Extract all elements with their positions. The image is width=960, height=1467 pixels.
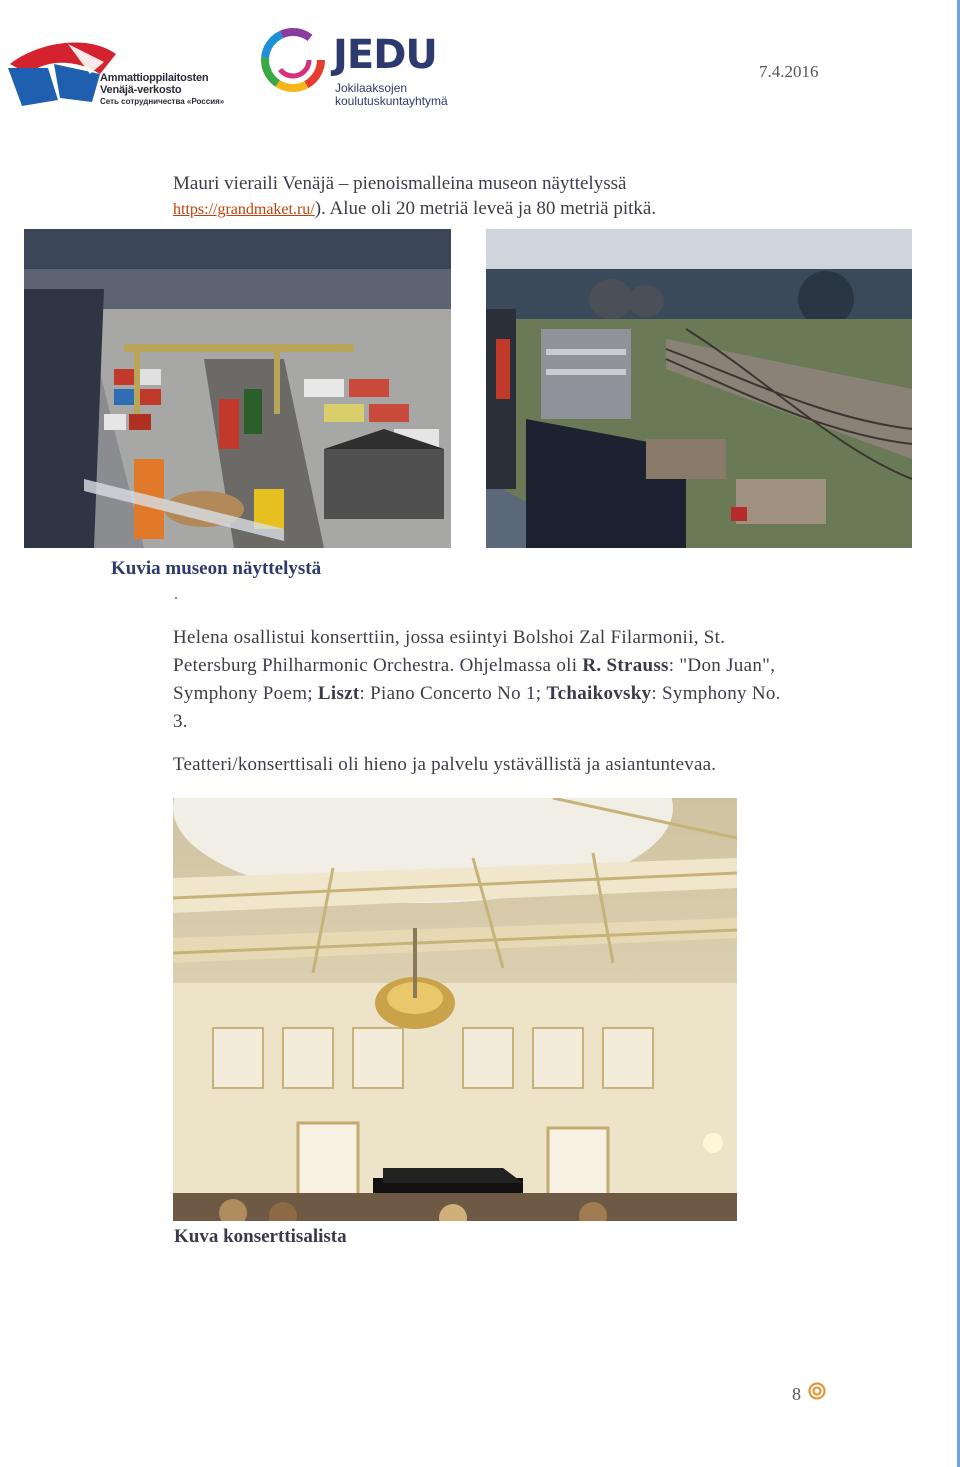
museum-photo-port [24, 229, 451, 548]
museum-photo-railway [486, 229, 912, 548]
intro-line2-text: ). Alue oli 20 metriä leveä ja 80 metriä pitkä. [314, 198, 657, 219]
composer-liszt: Liszt [317, 683, 360, 704]
jedu-subtitle [335, 82, 448, 108]
concert-hall-photo [173, 798, 737, 1221]
teatteri-paragraph: Teatteri/konserttisali oli hieno ja palvelu ystävällistä ja asiantuntevaa. [173, 754, 717, 775]
grandmaket-link[interactable]: https://grandmaket.ru/ [173, 201, 315, 218]
jedu-logo [257, 24, 467, 114]
museum-caption: Kuvia museon näyttelystä [111, 558, 322, 579]
jedu-sub1: Jokilaaksojen [335, 81, 408, 95]
concert-text-2: : "Don Juan", Symphony Poem; [173, 655, 776, 704]
intro-line2 [173, 197, 656, 222]
concert-text-4: : Symphony No. 3. [173, 683, 781, 732]
jedu-name: JEDU [333, 32, 437, 78]
concert-paragraph [173, 624, 793, 736]
logo1-line2: Venäjä-verkosto [100, 84, 182, 96]
header-date: 7.4.2016 [759, 62, 819, 81]
composer-tchaikovsky: Tchaikovsky [546, 683, 652, 704]
jedu-sub2: koulutuskuntayhtymä [335, 94, 448, 108]
intro-line1: Mauri vieraili Venäjä – pienoismalleina museon näyttelyssä [173, 173, 627, 194]
page-number-ornament-icon [808, 1382, 826, 1405]
concert-text-3: : Piano Concerto No 1; [359, 683, 547, 704]
logo1-line3: Сеть сотрудничества «Россия» [100, 97, 225, 106]
venaja-verkosto-logo [8, 34, 228, 110]
page-number: 8 [792, 1384, 801, 1404]
hall-caption: Kuva konserttisalista [174, 1226, 347, 1247]
concert-text-1: Helena osallistui konserttiin, jossa esiintyi Bolshoi Zal Filarmonii, St. Petersburg Philharmonic Orchestra. Ohjelmassa oli [173, 627, 726, 676]
composer-strauss: R. Strauss [582, 655, 669, 676]
logo1-line1: Ammattioppilaitosten [100, 72, 209, 84]
museum-dot: . [174, 586, 178, 603]
